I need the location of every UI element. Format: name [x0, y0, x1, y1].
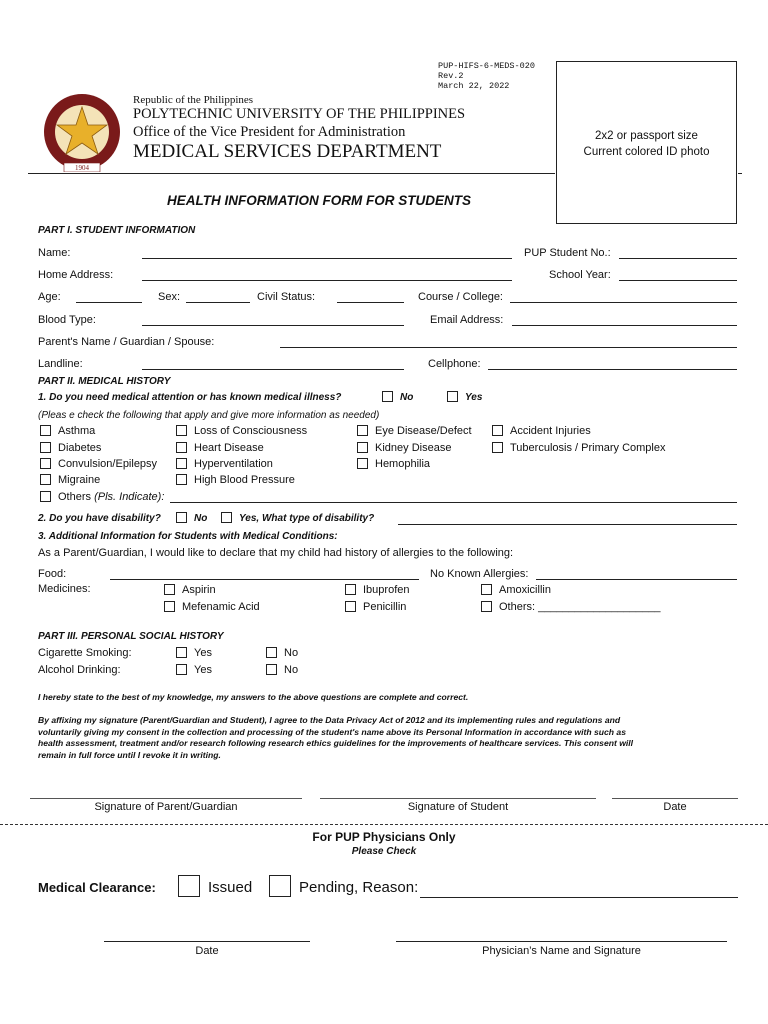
document-revision: Rev.2	[438, 71, 464, 81]
medical-clearance-label: Medical Clearance:	[38, 880, 156, 895]
smoking-no-checkbox[interactable]	[266, 647, 277, 658]
pending-checkbox[interactable]	[269, 875, 291, 897]
school-year-field[interactable]	[619, 280, 737, 281]
consent-line: By affixing my signature (Parent/Guardian and Student), I agree to the Data Privacy Act of 2012 and its implementing rules and regulations and	[38, 715, 621, 725]
accident-injuries-checkbox[interactable]	[492, 425, 503, 436]
date-signature-line[interactable]	[612, 798, 738, 799]
q2-no-checkbox[interactable]	[176, 512, 187, 523]
convulsion-checkbox[interactable]	[40, 458, 51, 469]
q2-yes-label: Yes, What type of disability?	[239, 513, 375, 524]
smoking-yes-label: Yes	[194, 647, 212, 659]
food-label: Food:	[38, 568, 67, 580]
landline-label: Landline:	[38, 358, 83, 370]
kidney-disease-checkbox[interactable]	[357, 442, 368, 453]
document-code: PUP-HIFS-6-MEDS-020	[438, 61, 535, 71]
student-no-label: PUP Student No.:	[524, 247, 611, 259]
amoxicillin-checkbox[interactable]	[481, 584, 492, 595]
consent-line: health assessment, treatment and/or research following research ethics guidelines for the improvements of healthcare services. This consent will	[38, 738, 634, 748]
disability-type-field[interactable]	[398, 524, 737, 525]
photo-box[interactable]	[556, 61, 737, 224]
physician-signature-label: Physician’s Name and Signature	[482, 945, 641, 957]
aspirin-label: Aspirin	[182, 584, 216, 596]
physician-section-subtitle: Please Check	[351, 846, 417, 857]
blood-type-field[interactable]	[142, 325, 404, 326]
part1-heading: PART I. STUDENT INFORMATION	[38, 225, 196, 236]
course-label: Course / College:	[418, 291, 503, 303]
data-privacy-consent	[38, 715, 633, 761]
civil-status-label: Civil Status:	[257, 291, 316, 303]
hyperventilation-label: Hyperventilation	[194, 458, 273, 470]
q2-yes-checkbox[interactable]	[221, 512, 232, 523]
kidney-disease-label: Kidney Disease	[375, 442, 452, 454]
student-signature-line[interactable]	[320, 798, 596, 799]
issued-checkbox[interactable]	[178, 875, 200, 897]
physician-date-label: Date	[195, 945, 219, 957]
hemophilia-checkbox[interactable]	[357, 458, 368, 469]
other-medicine-checkbox[interactable]	[481, 601, 492, 612]
ibuprofen-checkbox[interactable]	[345, 584, 356, 595]
medicines-label: Medicines:	[38, 583, 91, 595]
penicillin-checkbox[interactable]	[345, 601, 356, 612]
q1-no-checkbox[interactable]	[382, 391, 393, 402]
name-label: Name:	[38, 247, 71, 259]
smoking-no-label: No	[284, 647, 299, 659]
sex-label: Sex:	[158, 291, 181, 303]
parent-name-field[interactable]	[280, 347, 737, 348]
convulsion-label: Convulsion/Epilepsy	[58, 458, 158, 470]
drinking-no-checkbox[interactable]	[266, 664, 277, 675]
email-label: Email Address:	[430, 314, 504, 326]
other-medicine-label: Others: ____________________	[499, 601, 661, 613]
physician-date-line[interactable]	[104, 941, 310, 942]
eye-disease-checkbox[interactable]	[357, 425, 368, 436]
part3-heading: PART III. PERSONAL SOCIAL HISTORY	[38, 631, 224, 642]
document-code-block	[438, 61, 535, 91]
home-address-label: Home Address:	[38, 269, 114, 281]
svg-text:1904: 1904	[75, 164, 89, 172]
hyperventilation-checkbox[interactable]	[176, 458, 187, 469]
photo-type-label: Current colored ID photo	[583, 146, 710, 158]
drinking-no-label: No	[284, 664, 299, 676]
mefenamic-acid-checkbox[interactable]	[164, 601, 175, 612]
others-condition-checkbox[interactable]	[40, 491, 51, 502]
student-no-field[interactable]	[619, 258, 737, 259]
allergy-declaration: As a Parent/Guardian, I would like to declare that my child had history of allergies to the following:	[38, 547, 514, 559]
q1-no-label: No	[400, 392, 414, 403]
header-divider	[28, 173, 555, 174]
cellphone-label: Cellphone:	[428, 358, 481, 370]
q1-question: 1. Do you need medical attention or has known medical illness?	[38, 392, 342, 403]
asthma-checkbox[interactable]	[40, 425, 51, 436]
accident-injuries-label: Accident Injuries	[510, 425, 591, 437]
physician-signature-line[interactable]	[396, 941, 727, 942]
condition-instruction: (Pleas e check the following that apply and give more information as needed)	[38, 410, 380, 421]
civil-status-field[interactable]	[337, 302, 404, 303]
pending-reason-label: Pending, Reason:	[299, 879, 419, 896]
q3-question: 3. Additional Information for Students with Medical Conditions:	[38, 531, 338, 542]
loss-of-consciousness-label: Loss of Consciousness	[194, 425, 308, 437]
q1-yes-checkbox[interactable]	[447, 391, 458, 402]
cigarette-smoking-label: Cigarette Smoking:	[38, 647, 132, 659]
certification-statement: I hereby state to the best of my knowledge, my answers to the above questions are complete and correct.	[38, 692, 469, 702]
q2-question: 2. Do you have disability?	[38, 513, 161, 524]
high-blood-pressure-label: High Blood Pressure	[194, 474, 295, 486]
alcohol-drinking-label: Alcohol Drinking:	[38, 664, 121, 676]
issued-label: Issued	[208, 879, 253, 896]
mefenamic-acid-label: Mefenamic Acid	[182, 601, 260, 613]
tuberculosis-checkbox[interactable]	[492, 442, 503, 453]
sex-field[interactable]	[186, 302, 250, 303]
parent-signature-line[interactable]	[30, 798, 302, 799]
republic-label: Republic of the Philippines	[133, 94, 254, 106]
loss-of-consciousness-checkbox[interactable]	[176, 425, 187, 436]
food-field[interactable]	[110, 579, 419, 580]
home-address-field[interactable]	[142, 280, 512, 281]
migraine-checkbox[interactable]	[40, 474, 51, 485]
heart-disease-checkbox[interactable]	[176, 442, 187, 453]
diabetes-label: Diabetes	[58, 442, 102, 454]
parent-name-label: Parent's Name / Guardian / Spouse:	[38, 336, 215, 348]
course-field[interactable]	[510, 302, 737, 303]
photo-size-label: 2x2 or passport size	[595, 130, 698, 142]
consent-line: remain in full force until I revoke it in writing.	[38, 749, 221, 760]
hemophilia-label: Hemophilia	[375, 458, 431, 470]
q2-no-label: No	[194, 513, 208, 524]
university-seal	[34, 92, 124, 172]
student-signature-label: Signature of Student	[407, 801, 509, 813]
heart-disease-label: Heart Disease	[194, 442, 264, 454]
migraine-label: Migraine	[58, 474, 101, 486]
physician-section-title: For PUP Physicians Only	[312, 830, 456, 844]
diabetes-checkbox[interactable]	[40, 442, 51, 453]
pending-reason-field[interactable]	[420, 897, 738, 898]
form-title: HEALTH INFORMATION FORM FOR STUDENTS	[167, 193, 471, 208]
office-name: Office of the Vice President for Administration	[133, 124, 406, 140]
age-label: Age:	[38, 291, 61, 303]
smoking-yes-checkbox[interactable]	[176, 647, 187, 658]
consent-line: voluntarily giving my consent in the collection and processing of the student's name above its Personal Information in accordance with such as	[38, 726, 626, 737]
asthma-label: Asthma	[58, 425, 96, 437]
school-year-label: School Year:	[549, 269, 611, 281]
blood-type-label: Blood Type:	[38, 314, 96, 326]
signature-date-label: Date	[663, 801, 687, 813]
q1-yes-label: Yes	[465, 392, 483, 403]
tuberculosis-label: Tuberculosis / Primary Complex	[510, 442, 666, 454]
ibuprofen-label: Ibuprofen	[363, 584, 410, 596]
drinking-yes-label: Yes	[194, 664, 212, 676]
amoxicillin-label: Amoxicillin	[499, 584, 551, 596]
penicillin-label: Penicillin	[363, 601, 407, 613]
age-field[interactable]	[76, 302, 142, 303]
email-field[interactable]	[512, 325, 737, 326]
no-known-allergies-field[interactable]	[536, 579, 737, 580]
others-condition-field[interactable]	[170, 502, 737, 503]
name-field[interactable]	[142, 258, 512, 259]
document-date: March 22, 2022	[438, 81, 510, 91]
university-name: POLYTECHNIC UNIVERSITY OF THE PHILIPPINES	[133, 106, 466, 122]
physician-section-divider	[0, 824, 768, 825]
eye-disease-label: Eye Disease/Defect	[375, 425, 472, 437]
drinking-yes-checkbox[interactable]	[176, 664, 187, 675]
part2-heading: PART II. MEDICAL HISTORY	[38, 376, 171, 387]
aspirin-checkbox[interactable]	[164, 584, 175, 595]
cellphone-field[interactable]	[488, 369, 737, 370]
landline-field[interactable]	[142, 369, 404, 370]
department-name: MEDICAL SERVICES DEPARTMENT	[133, 141, 442, 162]
others-condition-label: Others (Pls. Indicate):	[58, 491, 165, 503]
parent-signature-label: Signature of Parent/Guardian	[94, 801, 238, 813]
header-divider-end	[738, 173, 742, 174]
high-blood-pressure-checkbox[interactable]	[176, 474, 187, 485]
no-known-allergies-label: No Known Allergies:	[430, 568, 529, 580]
